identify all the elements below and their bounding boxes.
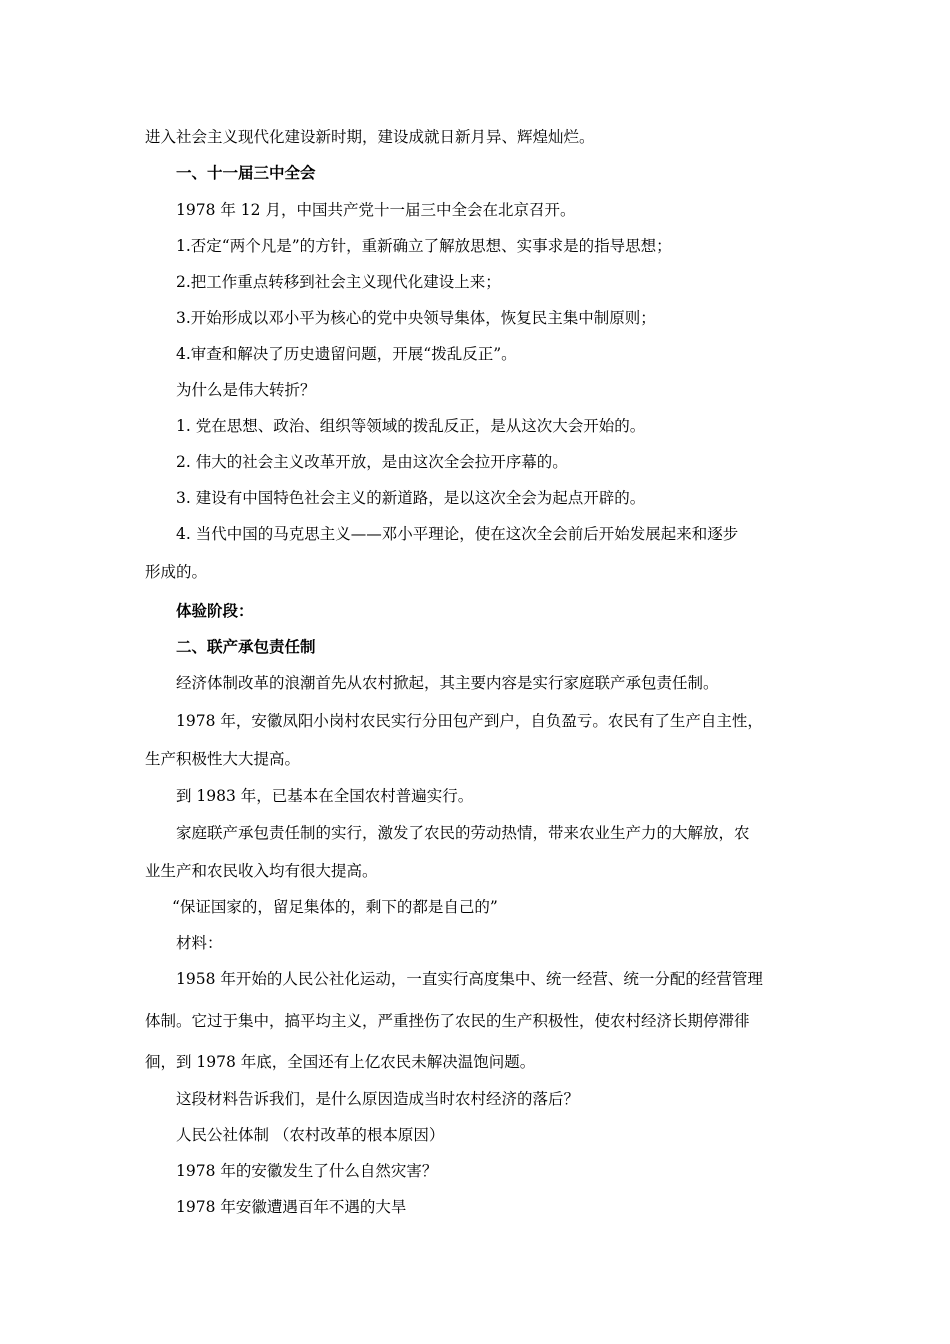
quote-line: “保证国家的，留足集体的，剩下的都是自己的” — [172, 898, 498, 916]
question-line: 这段材料告诉我们，是什么原因造成当时农村经济的落后？ — [176, 1090, 580, 1108]
list-item: 1. 党在思想、政治、组织等领域的拨乱反正，是从这次大会开始的。 — [176, 417, 646, 435]
question-line: 1978 年的安徽发生了什么自然灾害？ — [176, 1162, 438, 1180]
paragraph-line: 徊，到 1978 年底，全国还有上亿农民未解决温饱问题。 — [145, 1053, 536, 1071]
paragraph-line: 形成的。 — [145, 563, 208, 581]
paragraph-line: 材料： — [176, 934, 223, 952]
paragraph-line: 经济体制改革的浪潮首先从农村掀起，其主要内容是实行家庭联产承包责任制。 — [176, 674, 719, 692]
list-item: 3. 建设有中国特色社会主义的新道路，是以这次全会为起点开辟的。 — [176, 489, 646, 507]
paragraph-line: 家庭联产承包责任制的实行，激发了农民的劳动热情，带来农业生产力的大解放，农 — [176, 824, 750, 842]
paragraph-line: 生产积极性大大提高。 — [145, 750, 301, 768]
paragraph-line: 1978 年，安徽凤阳小岗村农民实行分田包产到户，自负盈亏。农民有了生产自主性， — [176, 712, 763, 730]
list-item: 2.把工作重点转移到社会主义现代化建设上来； — [176, 273, 501, 291]
paragraph-line: 业生产和农民收入均有很大提高。 — [145, 862, 378, 880]
paragraph-line: 1978 年 12 月，中国共产党十一届三中全会在北京召开。 — [176, 201, 576, 219]
section-heading: 体验阶段： — [176, 601, 254, 620]
list-item: 3.开始形成以邓小平为核心的党中央领导集体，恢复民主集中制原则； — [176, 309, 656, 327]
section-heading: 二、联产承包责任制 — [176, 637, 316, 656]
question-line: 为什么是伟大转折？ — [176, 381, 316, 399]
answer-line: 人民公社体制 （农村改革的根本原因） — [176, 1126, 445, 1144]
section-heading: 一、十一届三中全会 — [176, 163, 316, 182]
paragraph-line: 到 1983 年，已基本在全国农村普遍实行。 — [176, 787, 474, 805]
list-item: 4.审查和解决了历史遗留问题，开展“拨乱反正”。 — [176, 345, 517, 363]
paragraph-line: 进入社会主义现代化建设新时期，建设成就日新月异、辉煌灿烂。 — [145, 128, 595, 146]
paragraph-line: 1958 年开始的人民公社化运动，一直实行高度集中、统一经营、统一分配的经营管理 — [176, 970, 763, 988]
answer-line: 1978 年安徽遭遇百年不遇的大旱 — [176, 1198, 407, 1216]
list-item: 1.否定“两个凡是”的方针，重新确立了解放思想、实事求是的指导思想； — [176, 237, 672, 255]
list-item: 4. 当代中国的马克思主义——邓小平理论，使在这次全会前后开始发展起来和逐步 — [176, 525, 739, 543]
paragraph-line: 体制。它过于集中，搞平均主义，严重挫伤了农民的生产积极性，使农村经济长期停滞徘 — [145, 1012, 750, 1030]
list-item: 2. 伟大的社会主义改革开放，是由这次全会拉开序幕的。 — [176, 453, 568, 471]
